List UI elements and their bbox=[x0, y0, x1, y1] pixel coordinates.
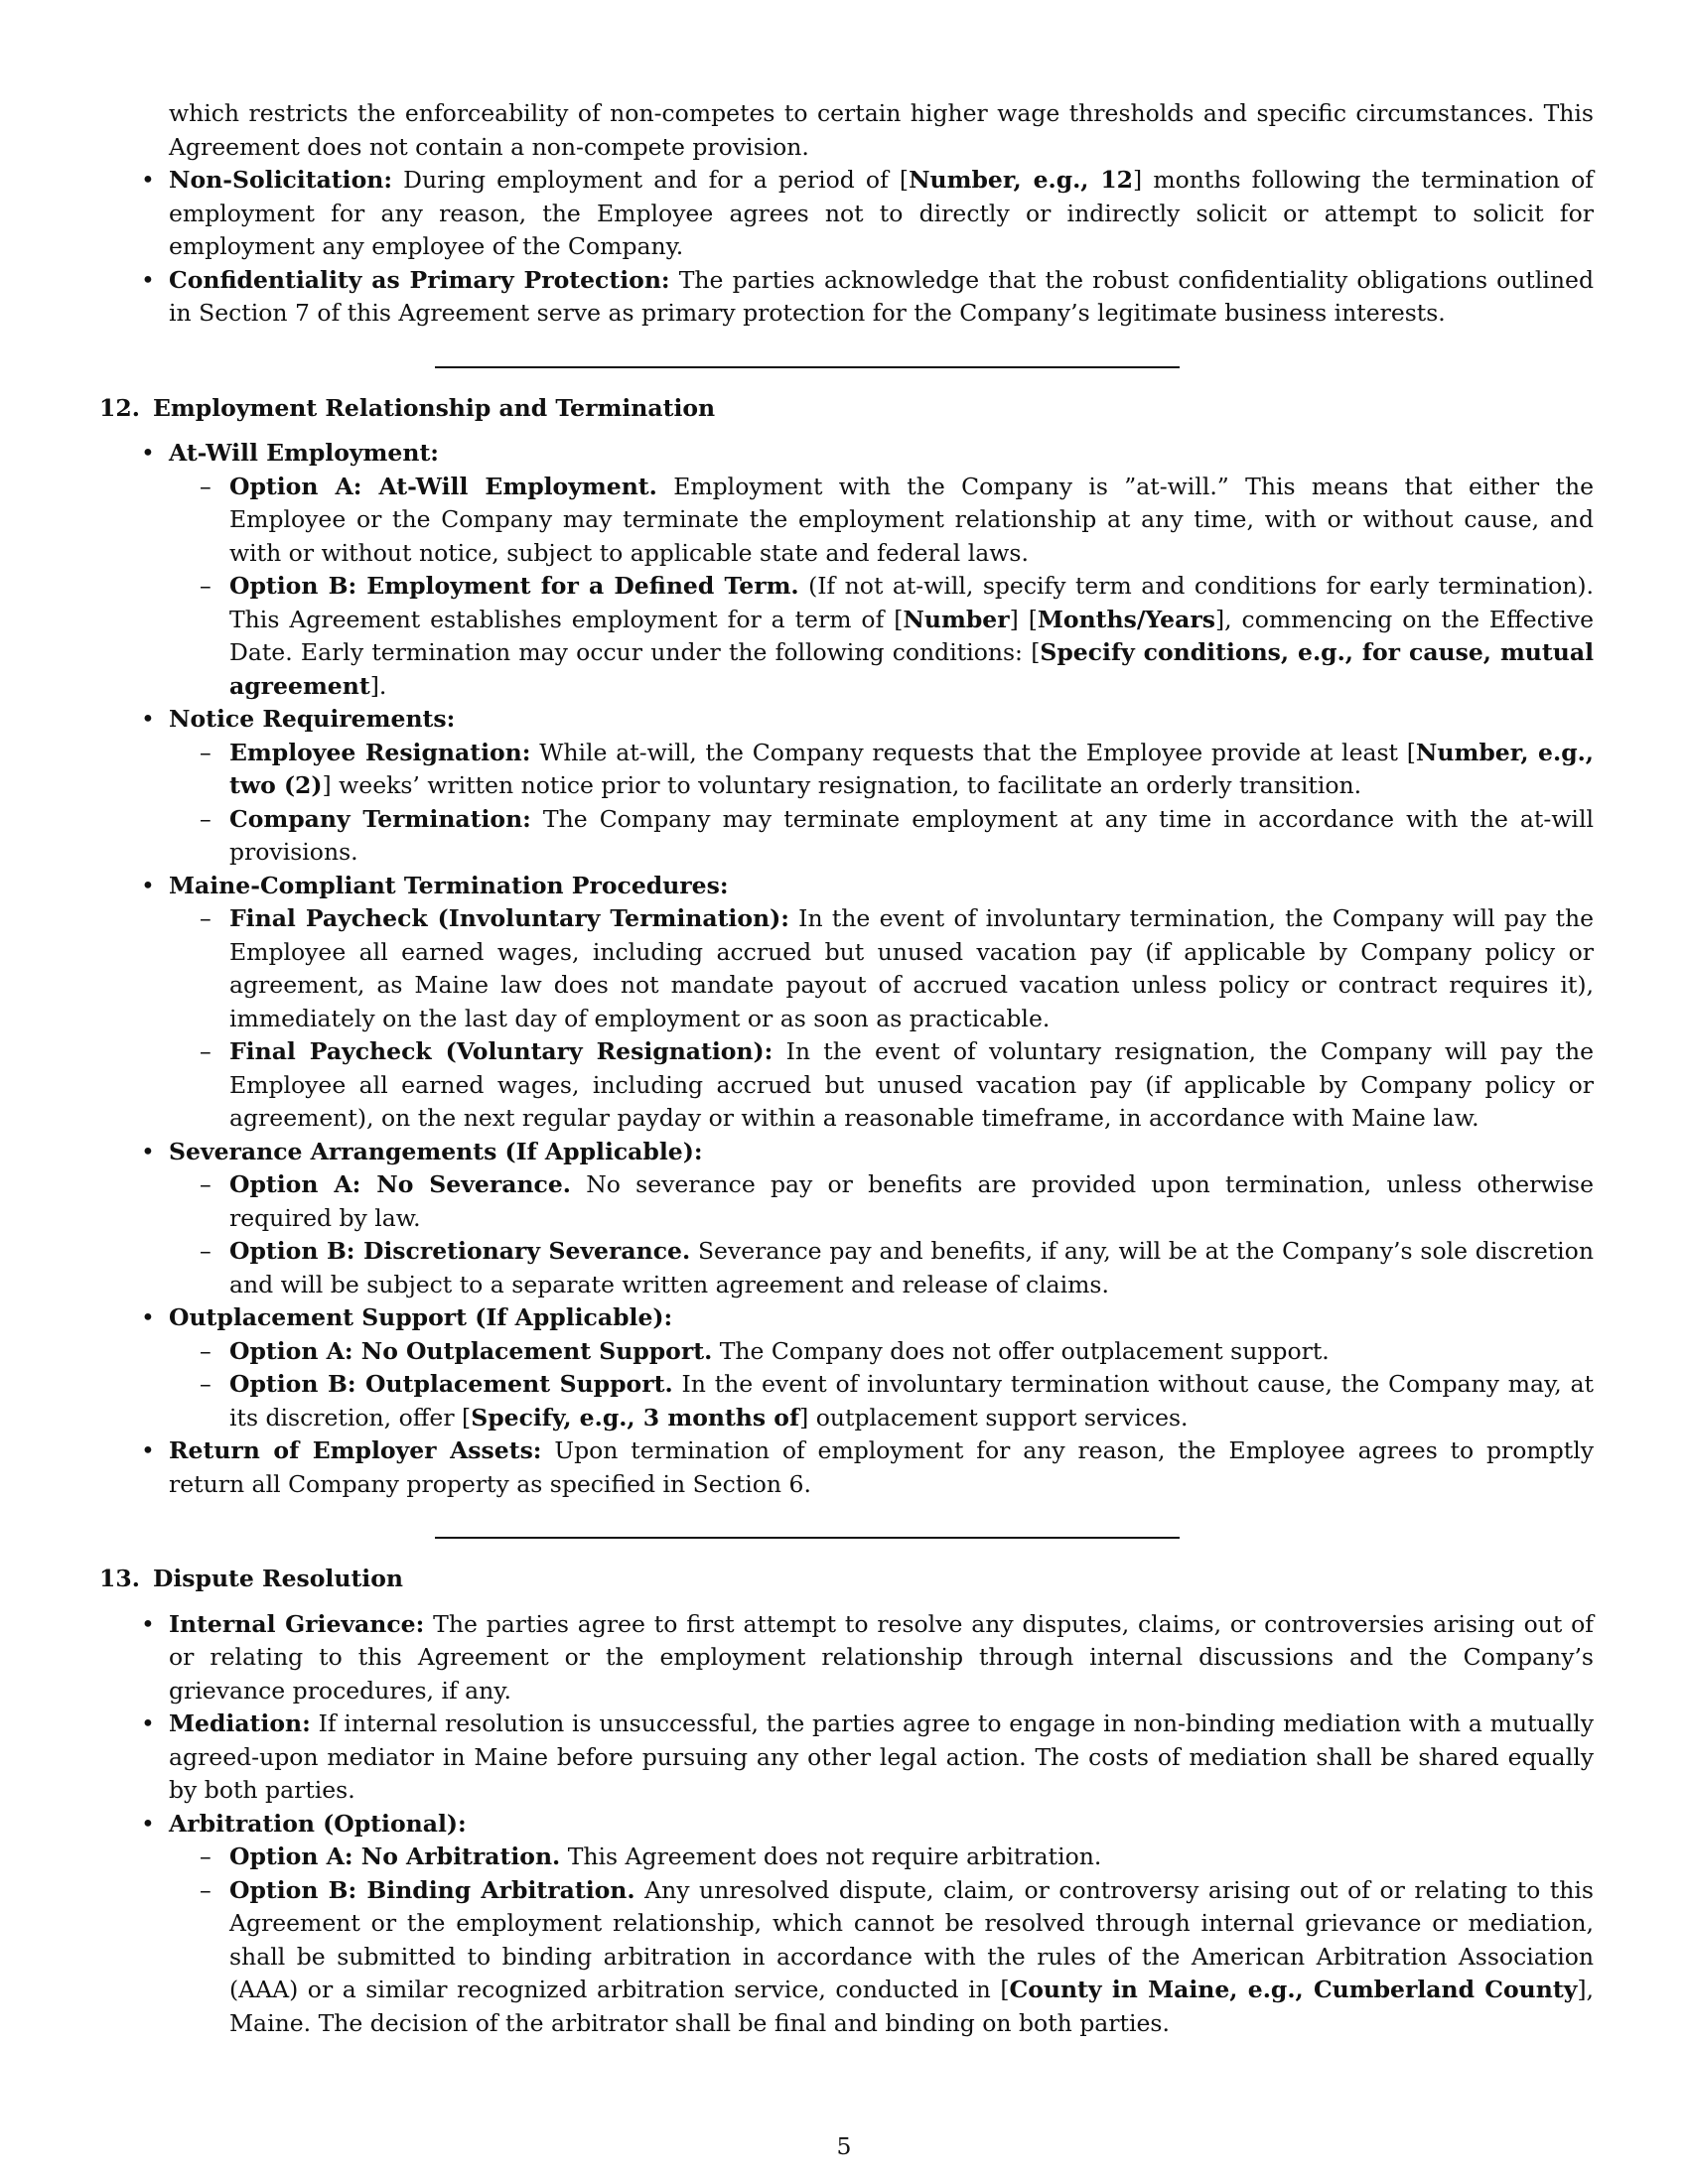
bullet-label: Confidentiality as Primary Protection: bbox=[169, 265, 670, 294]
section-heading-13: 13. Dispute Resolution bbox=[99, 1565, 403, 1592]
sub-list-item: – Option B: Discretionary Severance. Severance pay and benefits, if any, will be at the Company’s sole discretion and will be subject to a separate written agreement and release of claims. bbox=[169, 1235, 1594, 1301]
bullet-label: Non-Solicitation: bbox=[169, 166, 393, 194]
list-item: • At-Will Employment: – Option A: At-Will Employment. Employment with the Company is ”at-will.” This means that either the Employee or the Company may terminate the employment relationship at any time, with or without cause, and with or without notice, subject to applicable state and federal laws. – Option B: Employment for a Defined Term. (If not at-will, specify term and conditions for early termination). This Agreement establishes employment for a term of [Number] [Months/Years], commencing on the Effective Date. Early termination may occur under the following conditions: [Specify conditions, e.g., for cause, mutual agreement]. bbox=[99, 437, 1594, 703]
list-item: • Severance Arrangements (If Applicable): – Option A: No Severance. No severance pay or benefits are provided upon termination, unless otherwise required by law. – Option B: Discretionary Severance. Severance pay and benefits, if any, will be at the Company’s sole discretion and will be subject to a separate written agreement and release of claims. bbox=[99, 1136, 1594, 1302]
list-item: • Arbitration (Optional): – Option A: No Arbitration. This Agreement does not require arbitration. – Option B: Binding Arbitration. Any unresolved dispute, claim, or controversy arising out of or relating to this Agreement or the employment relationship, which cannot be resolved through internal grievance or mediation, shall be submitted to binding arbitration in accordance with the rules of the American Arbitration Association (AAA) or a similar recognized arbitration service, conducted in [County in Maine, e.g., Cumberland County], Maine. The decision of the arbitrator shall be final and binding on both parties. bbox=[99, 1808, 1594, 2041]
list-item: • Outplacement Support (If Applicable): – Option A: No Outplacement Support. The Company does not offer outplacement support. – Option B: Outplacement Support. In the event of involuntary termination without cause, the Company may, at its discretion, offer [Specify, e.g., 3 months of] outplacement support services. bbox=[99, 1301, 1594, 1434]
sub-list-item: – Final Paycheck (Voluntary Resignation): In the event of voluntary resignation, the Company will pay the Employee all earned wages, including accrued but unused vacation pay (if applicable by Company policy or agreement), on the next regular payday or within a reasonable timeframe, in accordance with Maine law. bbox=[169, 1035, 1594, 1136]
list-item: • Internal Grievance: The parties agree to first attempt to resolve any disputes, claims, or controversies arising out of or relating to this Agreement or the employment relationship through internal discussions and the Company’s grievance procedures, if any. bbox=[99, 1608, 1594, 1708]
intro-bullet-list bbox=[99, 164, 1594, 331]
sub-list-item: – Option B: Employment for a Defined Term. (If not at-will, specify term and conditions for early termination). This Agreement establishes employment for a term of [Number] [Months/Years], commencing on the Effective Date. Early termination may occur under the following conditions: [Specify conditions, e.g., for cause, mutual agreement]. bbox=[169, 570, 1594, 703]
list-item: • Non-Solicitation: During employment and for a period of [Number, e.g., 12] months following the termination of employment for any reason, the Employee agrees not to directly or indirectly solicit or attempt to solicit for employment any employee of the Company. bbox=[99, 164, 1594, 264]
sub-list bbox=[169, 1841, 1594, 2040]
continuation-paragraph: which restricts the enforceability of non-competes to certain higher wage thresholds and specific circumstances. This Agreement does not contain a non-compete provision. bbox=[169, 99, 1594, 161]
sub-list-item: – Option B: Binding Arbitration. Any unresolved dispute, claim, or controversy arising out of or relating to this Agreement or the employment relationship, which cannot be resolved through internal grievance or mediation, shall be submitted to binding arbitration in accordance with the rules of the American Arbitration Association (AAA) or a similar recognized arbitration service, conducted in [County in Maine, e.g., Cumberland County], Maine. The decision of the arbitrator shall be final and binding on both parties. bbox=[169, 1874, 1594, 2041]
section-13-list bbox=[99, 1608, 1594, 2041]
sub-list bbox=[169, 1335, 1594, 1435]
section-12-list bbox=[99, 437, 1594, 1501]
sub-list-item: – Option A: At-Will Employment. Employment with the Company is ”at-will.” This means that either the Employee or the Company may terminate the employment relationship at any time, with or without cause, and with or without notice, subject to applicable state and federal laws. bbox=[169, 471, 1594, 571]
section-divider bbox=[435, 366, 1180, 368]
section-heading-12: 12. Employment Relationship and Termination bbox=[99, 393, 716, 422]
document-body bbox=[99, 97, 1594, 2040]
section-divider bbox=[435, 1537, 1180, 1539]
sub-list-item: – Option A: No Outplacement Support. The Company does not offer outplacement support. bbox=[169, 1335, 1594, 1369]
sub-list bbox=[169, 1168, 1594, 1301]
sub-list-item: – Option A: No Severance. No severance pay or benefits are provided upon termination, unless otherwise required by law. bbox=[169, 1168, 1594, 1235]
sub-list-item: – Company Termination: The Company may terminate employment at any time in accordance with the at-will provisions. bbox=[169, 803, 1594, 870]
list-item: • Mediation: If internal resolution is unsuccessful, the parties agree to engage in non-binding mediation with a mutually agreed-upon mediator in Maine before pursuing any other legal action. The costs of mediation shall be shared equally by both parties. bbox=[99, 1707, 1594, 1808]
list-item: • Return of Employer Assets: Upon termination of employment for any reason, the Employee agrees to promptly return all Company property as specified in Section 6. bbox=[99, 1434, 1594, 1501]
page-number: 5 bbox=[836, 2132, 852, 2160]
sub-list bbox=[169, 737, 1594, 870]
sub-list bbox=[169, 902, 1594, 1136]
sub-list-item: – Option B: Outplacement Support. In the event of involuntary termination without cause, the Company may, at its discretion, offer [Specify, e.g., 3 months of] outplacement support services. bbox=[169, 1368, 1594, 1434]
sub-list-item: – Final Paycheck (Involuntary Termination): In the event of involuntary termination, the Company will pay the Employee all earned wages, including accrued but unused vacation pay (if applicable by Company policy or agreement, as Maine law does not mandate payout of accrued vacation unless policy or contract requires it), immediately on the last day of employment or as soon as practicable. bbox=[169, 902, 1594, 1035]
list-item: • Maine-Compliant Termination Procedures: – Final Paycheck (Involuntary Termination): In the event of involuntary termination, the Company will pay the Employee all earned wages, including accrued but unused vacation pay (if applicable by Company policy or agreement, as Maine law does not mandate payout of accrued vacation unless policy or contract requires it), immediately on the last day of employment or as soon as practicable. – Final Paycheck (Voluntary Resignation): In the event of voluntary resignation, the Company will pay the Employee all earned wages, including accrued but unused vacation pay (if applicable by Company policy or agreement), on the next regular payday or within a reasonable timeframe, in accordance with Maine law. bbox=[99, 870, 1594, 1136]
list-item: • Confidentiality as Primary Protection: The parties acknowledge that the robust confidentiality obligations outlined in Section 7 of this Agreement serve as primary protection for the Company’s legitimate business interests. bbox=[99, 264, 1594, 331]
sub-list-item: – Employee Resignation: While at-will, the Company requests that the Employee provide at least [Number, e.g., two (2)] weeks’ written notice prior to voluntary resignation, to facilitate an orderly transition. bbox=[169, 737, 1594, 803]
sub-list-item: – Option A: No Arbitration. This Agreement does not require arbitration. bbox=[169, 1841, 1594, 1874]
list-item: • Notice Requirements: – Employee Resignation: While at-will, the Company requests that the Employee provide at least [Number, e.g., two (2)] weeks’ written notice prior to voluntary resignation, to facilitate an orderly transition. – Company Termination: The Company may terminate employment at any time in accordance with the at-will provisions. bbox=[99, 703, 1594, 870]
sub-list bbox=[169, 471, 1594, 704]
